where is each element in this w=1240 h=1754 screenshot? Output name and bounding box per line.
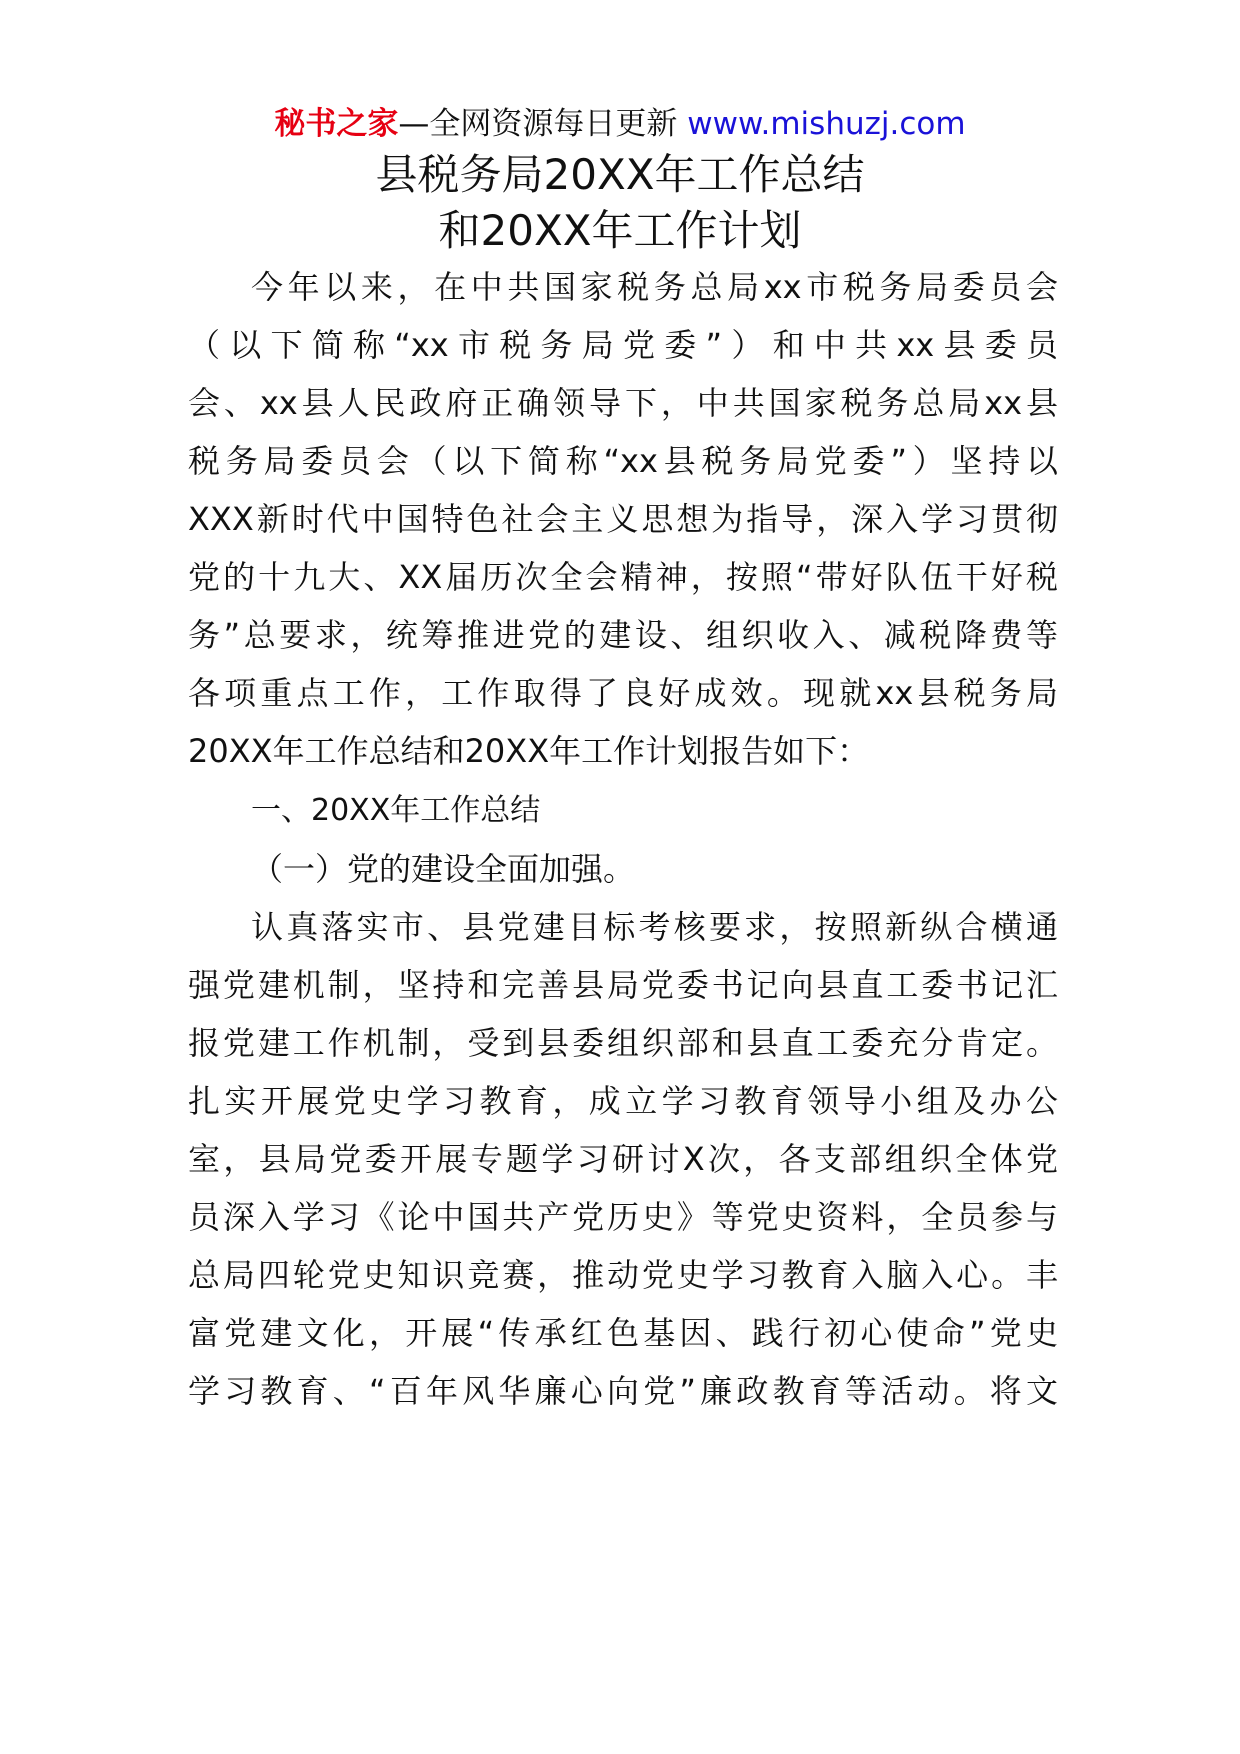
- body-paragraph-line: 室，县局党委开展专题学习研讨X次，各支部组织全体党: [188, 1140, 1058, 1178]
- body-paragraph-line: 扎实开展党史学习教育，成立学习教育领导小组及办公: [188, 1082, 1058, 1120]
- intro-paragraph-line: 20XX年工作总结和20XX年工作计划报告如下：: [188, 732, 870, 770]
- body-paragraph-line: 富党建文化，开展“传承红色基因、践行初心使命”党史: [188, 1314, 1058, 1352]
- intro-paragraph-line: 税务局委员会（以下简称“xx县税务局党委”）坚持以: [188, 442, 1058, 480]
- intro-paragraph-line: 党的十九大、XX届历次全会精神，按照“带好队伍干好税: [188, 558, 1058, 596]
- intro-paragraph-line: XXX新时代中国特色社会主义思想为指导，深入学习贯彻: [188, 500, 1058, 538]
- body-paragraph-line: 学习教育、“百年风华廉心向党”廉政教育等活动。将文: [188, 1372, 1058, 1410]
- site-slogan: —全网资源每日更新: [398, 106, 678, 142]
- intro-paragraph-line: （以下简称“xx市税务局党委”）和中共xx县委员: [188, 326, 1058, 364]
- site-header: [0, 104, 1240, 144]
- document-title-line-1: 县税务局20XX年工作总结: [375, 150, 865, 199]
- document-title-line-2: 和20XX年工作计划: [438, 206, 802, 255]
- body-paragraph-line: 员深入学习《论中国共产党历史》等党史资料，全员参与: [188, 1198, 1058, 1236]
- site-url-link[interactable]: www.mishuzj.com: [687, 106, 966, 142]
- body-paragraph-line: 报党建工作机制，受到县委组织部和县直工委充分肯定。: [188, 1024, 1058, 1062]
- site-brand: 秘书之家: [274, 106, 399, 142]
- intro-paragraph-line: 各项重点工作，工作取得了良好成效。现就xx县税务局: [188, 674, 1058, 712]
- body-paragraph-line: 认真落实市、县党建目标考核要求，按照新纵合横通: [251, 908, 1058, 946]
- intro-paragraph-line: 会、xx县人民政府正确领导下，中共国家税务总局xx县: [188, 384, 1058, 422]
- body-paragraph-line: 强党建机制，坚持和完善县局党委书记向县直工委书记汇: [188, 966, 1058, 1004]
- intro-paragraph-line: 今年以来，在中共国家税务总局xx市税务局委员会: [251, 268, 1058, 306]
- section-heading: 一、20XX年工作总结: [251, 793, 541, 828]
- subsection-heading: （一）党的建设全面加强。: [251, 850, 636, 888]
- body-paragraph-line: 总局四轮党史知识竞赛，推动党史学习教育入脑入心。丰: [188, 1256, 1058, 1294]
- intro-paragraph-line: 务”总要求，统筹推进党的建设、组织收入、减税降费等: [188, 616, 1058, 654]
